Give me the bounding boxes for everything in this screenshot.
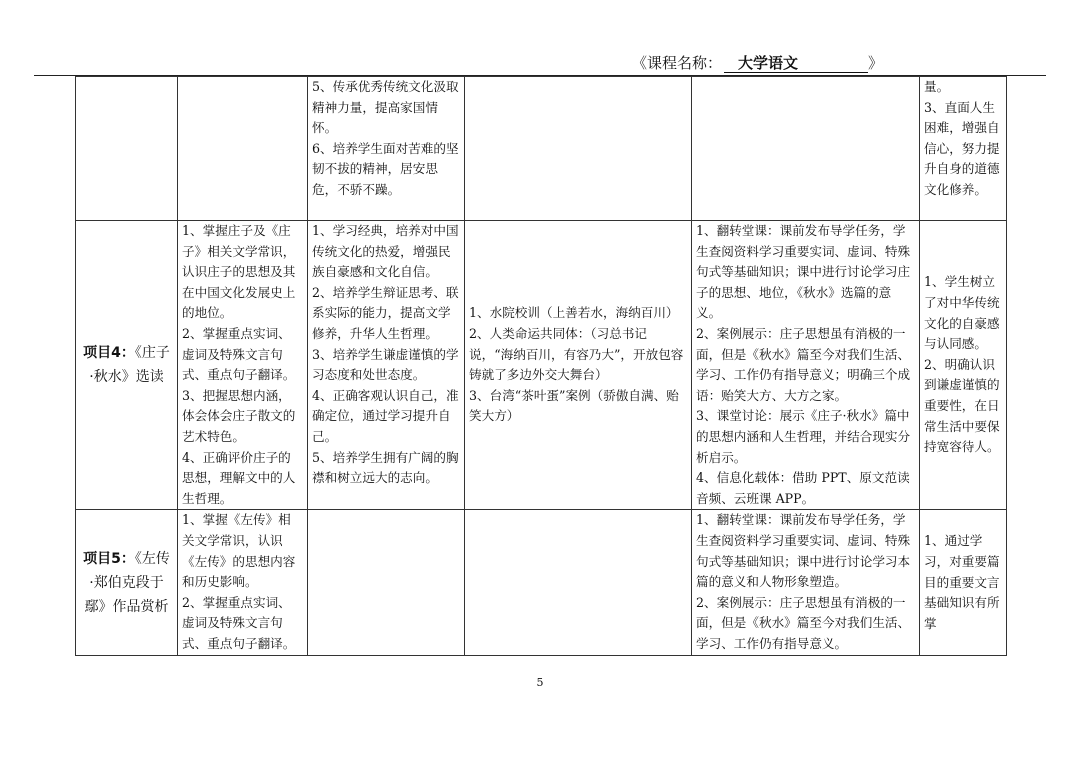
ideology-item: 5、传承优秀传统文化汲取精神力量，提高家国情怀。 [312, 79, 459, 136]
project-cell [76, 510, 178, 656]
methods-cell [692, 221, 920, 510]
ideology-item: 3、培养学生谦虚谨慎的学习态度和处世态度。 [312, 346, 459, 383]
ideology-cell [308, 221, 465, 510]
cases-cell [465, 221, 692, 510]
case-item: 2、人类命运共同体：（习总书记说，“海纳百川，有容乃大”，开放包容铸就了多边外交大舞台） [469, 325, 684, 383]
cases-cell [465, 510, 692, 656]
project-title: 《庄子·秋水》选读 [89, 345, 170, 386]
page-number: 5 [536, 676, 544, 689]
project-label: 项目4： [83, 345, 135, 362]
cases-cell [465, 77, 692, 221]
case-item: 3、台湾“茶叶蛋”案例（骄傲自满、贻笑大方） [469, 387, 679, 424]
knowledge-cell [178, 510, 308, 656]
effects-cell [920, 510, 1007, 656]
method-item: 1、翻转堂课：课前发布导学任务，学生查阅资料学习重要实词、虚词、特殊句式等基础知识；课中进行讨论学习本篇的意义和人物形象塑造。 [696, 512, 911, 590]
course-plan-table [75, 76, 1007, 656]
methods-cell [692, 510, 920, 656]
effects-cell [920, 77, 1007, 221]
effects-item: 2、明确认识到谦虚谨慎的重要性，在日常生活中要保持宽容待人。 [924, 356, 1000, 455]
course-header-suffix: 》 [868, 54, 884, 72]
method-item: 1、翻转堂课：课前发布导学任务，学生查阅资料学习重要实词、虚词、特殊句式等基础知识；课中进行讨论学习庄子的思想、地位，《秋水》选篇的意义。 [696, 223, 911, 321]
effects-item: 1、通过学习，对重要篇目的重要文言基础知识有所掌 [924, 533, 1000, 631]
course-name: 大学语文 [724, 54, 868, 73]
method-item: 2、案例展示：庄子思想虽有消极的一面，但是《秋水》篇至今对我们生活、学习、工作仍有指导意义；明确三个成语：贻笑大方、大方之家。 [696, 325, 911, 403]
method-item: 3、课堂讨论：展示《庄子·秋水》篇中的思想内涵和人生哲理，并结合现实分析启示。 [696, 408, 911, 465]
knowledge-item: 1、掌握庄子及《庄子》相关文学常识，认识庄子的思想及其在中国文化发展史上的地位。 [182, 223, 296, 321]
course-header [632, 54, 883, 73]
table-row [76, 221, 1007, 510]
ideology-item: 4、正确客观认识自己，准确定位，通过学习提升自己。 [312, 387, 459, 444]
effects-cell [920, 221, 1007, 510]
knowledge-item: 3、把握思想内涵，体会体会庄子散文的艺术特色。 [182, 387, 296, 444]
case-item: 1、水院校训（上善若水，海纳百川） [469, 305, 679, 321]
ideology-cell [308, 77, 465, 221]
table-row [76, 510, 1007, 656]
ideology-item: 1、学习经典，培养对中国传统文化的热爱，增强民族自豪感和文化自信。 [312, 223, 459, 280]
ideology-item: 6、培养学生面对苦难的坚韧不拔的精神，居安思危，不骄不躁。 [312, 140, 459, 197]
knowledge-cell [178, 221, 308, 510]
ideology-cell [308, 510, 465, 656]
effects-item: 3、直面人生困难，增强自信心，努力提升自身的道德文化修养。 [924, 99, 1000, 197]
project-title: 《左传·郑伯克段于鄢》作品赏析 [84, 550, 170, 615]
effects-item: 1、学生树立了对中华传统文化的自豪感与认同感。 [924, 274, 1000, 352]
knowledge-item: 4、正确评价庄子的思想，理解文中的人生哲理。 [182, 449, 296, 506]
project-label: 项目5： [83, 550, 135, 567]
ideology-item: 5、培养学生拥有广阔的胸襟和树立远大的志向。 [312, 449, 459, 486]
method-item: 2、案例展示：庄子思想虽有消极的一面，但是《秋水》篇至今对我们生活、学习、工作仍有指导意义。 [696, 594, 911, 651]
method-item: 4、信息化载体：借助 PPT、原文范读音频、云班课 APP。 [696, 470, 910, 506]
project-cell [76, 221, 178, 510]
course-header-prefix: 《课程名称： [632, 54, 723, 72]
methods-cell [692, 77, 920, 221]
project-cell [76, 77, 178, 221]
ideology-item: 2、培养学生辩证思考、联系实际的能力，提高文学修养，升华人生哲理。 [312, 284, 459, 341]
table-row [76, 77, 1007, 221]
knowledge-item: 1、掌握《左传》相关文学常识，认识《左传》的思想内容和历史影响。 [182, 512, 296, 590]
knowledge-item: 2、掌握重点实词、虚词及特殊文言句式、重点句子翻译。 [182, 594, 296, 651]
effects-item: 量。 [924, 79, 950, 94]
knowledge-cell [178, 77, 308, 221]
knowledge-item: 2、掌握重点实词、虚词及特殊文言句式、重点句子翻译。 [182, 325, 296, 383]
